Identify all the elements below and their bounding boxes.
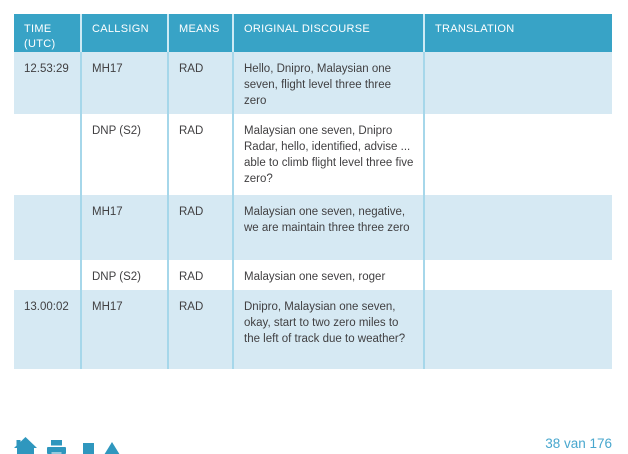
cell-discourse: Malaysian one seven, roger	[233, 260, 424, 290]
column-header-callsign: CALLSIGN	[81, 14, 168, 52]
cell-time: 12.53:29	[24, 63, 69, 75]
cell-callsign: MH17	[81, 52, 168, 114]
cell-callsign: MH17	[81, 195, 168, 260]
cell-means: RAD	[168, 195, 233, 260]
table-row	[14, 114, 612, 195]
cell-callsign: MH17	[81, 290, 168, 369]
cell-callsign: DNP (S2)	[81, 114, 168, 195]
table-row	[14, 195, 612, 260]
cell-translation	[424, 114, 612, 195]
cell-discourse: Malaysian one seven, negative, we are maintain three three zero	[233, 195, 424, 260]
cell-translation	[424, 260, 612, 290]
cell-means: RAD	[168, 260, 233, 290]
column-header-time: TIME (UTC)	[14, 14, 81, 52]
cell-means: RAD	[168, 52, 233, 114]
table-header	[14, 14, 612, 52]
cell-time	[14, 114, 81, 195]
column-header-original-discourse: ORIGINAL DISCOURSE	[233, 14, 424, 52]
cell-time	[14, 260, 81, 290]
table-row	[14, 52, 612, 114]
cell-discourse: Hello, Dnipro, Malaysian one seven, flight level three three zero	[233, 52, 424, 114]
home-icon[interactable]	[14, 437, 37, 454]
arrow-up-icon[interactable]	[104, 442, 120, 454]
print-icon[interactable]	[47, 440, 66, 454]
cell-means: RAD	[168, 290, 233, 369]
header-row	[14, 14, 612, 52]
square-icon[interactable]	[83, 443, 94, 454]
column-header-means: MEANS	[168, 14, 233, 52]
cell-time: 13.00:02	[24, 301, 69, 313]
cell-translation	[424, 290, 612, 369]
cell-translation	[424, 52, 612, 114]
communications-table	[14, 14, 612, 369]
cell-discourse: Malaysian one seven, Dnipro Radar, hello, identified, advise ... able to climb flight level three five zero?	[233, 114, 424, 195]
cell-means: RAD	[168, 114, 233, 195]
table-row	[14, 290, 612, 369]
page-indicator: 38 van 176	[545, 436, 612, 451]
cell-discourse: Dnipro, Malaysian one seven, okay, start to two zero miles to the left of track due to weather?	[233, 290, 424, 369]
table-row	[14, 260, 612, 290]
cell-translation	[424, 195, 612, 260]
column-header-translation: TRANSLATION	[424, 14, 612, 52]
cell-time	[14, 195, 81, 260]
cell-callsign: DNP (S2)	[81, 260, 168, 290]
